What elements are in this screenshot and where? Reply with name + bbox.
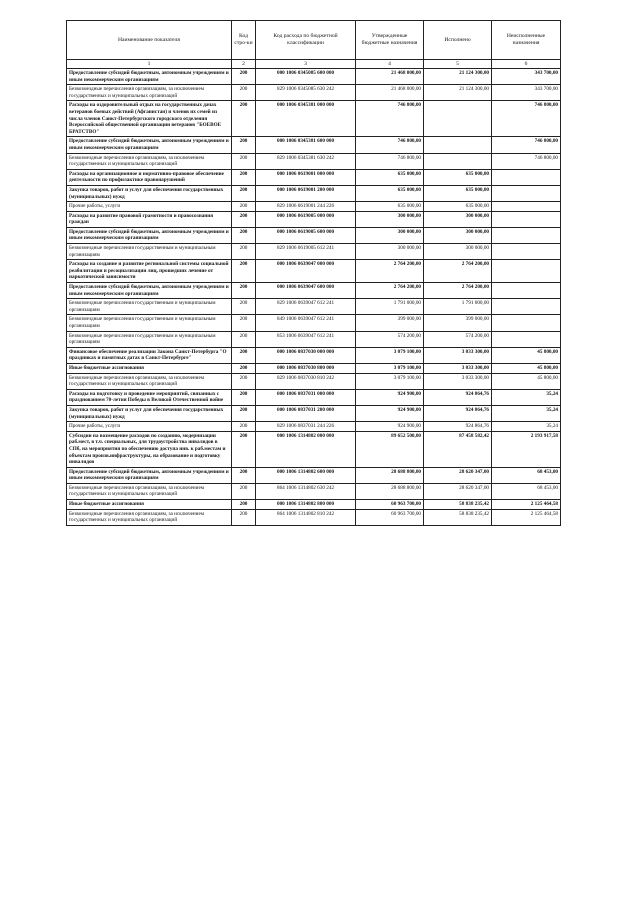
row-line-code-cell: 200 (232, 137, 256, 153)
row-approved-cell: 399 000,00 (356, 315, 424, 331)
row-budget-code-cell: 829 1006 0639047 612 241 (256, 299, 356, 315)
budget-table (66, 20, 561, 526)
row-executed-cell: 635 000,00 (424, 185, 492, 201)
row-unexecuted-cell (492, 169, 561, 185)
table-row (67, 405, 561, 421)
row-approved-cell: 635 000,00 (356, 185, 424, 201)
row-line-code-cell: 200 (232, 211, 256, 227)
row-line-code-cell: 200 (232, 422, 256, 432)
col-header-line-code: Код стро-ки (232, 21, 256, 60)
row-approved-cell: 924 900,00 (356, 389, 424, 405)
row-line-code-cell: 200 (232, 363, 256, 373)
table-row (67, 211, 561, 227)
row-executed-cell: 300 000,00 (424, 211, 492, 227)
col-number: 1 (67, 60, 232, 69)
row-line-code-cell: 200 (232, 373, 256, 389)
row-line-code-cell: 200 (232, 347, 256, 363)
row-name-cell: Закупка товаров, работ и услуг для обеспечения государственных (муниципальных) нужд (67, 185, 232, 201)
table-row (67, 500, 561, 510)
row-budget-code-cell: 000 1006 0837031 200 000 (256, 405, 356, 421)
row-unexecuted-cell (492, 283, 561, 299)
row-unexecuted-cell: 35,24 (492, 389, 561, 405)
row-budget-code-cell: 000 1006 0619001 200 000 (256, 185, 356, 201)
row-executed-cell: 574 200,00 (424, 331, 492, 347)
row-budget-code-cell: 829 1006 0345381 630 242 (256, 153, 356, 169)
row-approved-cell: 1 791 000,00 (356, 299, 424, 315)
row-executed-cell: 3 033 300,00 (424, 347, 492, 363)
row-budget-code-cell: 000 1006 0345381 600 000 (256, 137, 356, 153)
row-executed-cell: 21 124 300,00 (424, 69, 492, 85)
row-executed-cell: 3 033 300,00 (424, 363, 492, 373)
row-name-cell: Предоставление субсидий бюджетным, автономным учреждениям и иным некоммерческим организациям (67, 227, 232, 243)
row-line-code-cell: 200 (232, 69, 256, 85)
row-executed-cell: 635 000,00 (424, 202, 492, 212)
row-name-cell: Прочие работы, услуги (67, 202, 232, 212)
row-unexecuted-cell (492, 315, 561, 331)
row-approved-cell: 746 800,00 (356, 137, 424, 153)
row-approved-cell: 746 800,00 (356, 101, 424, 137)
row-name-cell: Безвозмездные перечисления государственным и муниципальным организациям (67, 331, 232, 347)
row-name-cell: Закупка товаров, работ и услуг для обеспечения государственных (муниципальных) нужд (67, 405, 232, 421)
table-row (67, 101, 561, 137)
row-budget-code-cell: 000 1006 1314802 800 000 (256, 500, 356, 510)
row-approved-cell: 28 688 800,00 (356, 467, 424, 483)
row-line-code-cell: 200 (232, 405, 256, 421)
row-name-cell: Предоставление субсидий бюджетным, автономным учреждениям и иным некоммерческим организациям (67, 283, 232, 299)
table-body (67, 69, 561, 526)
col-header-name: Наименование показателя (67, 21, 232, 60)
row-budget-code-cell: 000 1006 0837031 000 000 (256, 389, 356, 405)
col-header-unexecuted: Неисполненные назначения (492, 21, 561, 60)
row-budget-code-cell: 000 1006 0345085 600 000 (256, 69, 356, 85)
row-budget-code-cell: 000 1006 0619005 600 000 (256, 227, 356, 243)
row-unexecuted-cell (492, 202, 561, 212)
row-unexecuted-cell: 68 453,00 (492, 467, 561, 483)
col-header-budget-code: Код расхода по бюджетной классификации (256, 21, 356, 60)
row-name-cell: Безвозмездные перечисления организациям, за исключением государственных и муниципальных организаций (67, 85, 232, 101)
row-budget-code-cell: 000 1006 0639047 000 000 (256, 260, 356, 283)
row-executed-cell: 87 458 582,42 (424, 431, 492, 467)
row-approved-cell: 2 764 200,00 (356, 283, 424, 299)
row-line-code-cell: 200 (232, 509, 256, 525)
row-budget-code-cell: 864 1006 1314802 810 242 (256, 509, 356, 525)
row-unexecuted-cell: 2 193 917,58 (492, 431, 561, 467)
row-line-code-cell: 200 (232, 169, 256, 185)
row-line-code-cell: 200 (232, 299, 256, 315)
row-budget-code-cell: 000 1006 1314802 600 000 (256, 467, 356, 483)
row-line-code-cell: 200 (232, 227, 256, 243)
row-name-cell: Безвозмездные перечисления организациям, за исключением государственных и муниципальных организаций (67, 373, 232, 389)
row-executed-cell: 924 864,76 (424, 422, 492, 432)
row-line-code-cell: 200 (232, 185, 256, 201)
table-row (67, 389, 561, 405)
table-row (67, 185, 561, 201)
row-name-cell: Безвозмездные перечисления государственным и муниципальным организациям (67, 315, 232, 331)
table-row (67, 244, 561, 260)
row-name-cell: Расходы на развитие правовой грамотности и правосознания граждан (67, 211, 232, 227)
row-name-cell: Субсидии на возмещение расходов по созданию, модернизации раб.мест, в т.ч. специальных, для трудоустройства инвалидов в СПб, на мероприятия по обеспечению доступа инв. к раб.местам и объектам произв.инфраструктуры, на образование и подготовку инвалидов (67, 431, 232, 467)
row-unexecuted-cell: 746 800,00 (492, 101, 561, 137)
col-number: 2 (232, 60, 256, 69)
row-unexecuted-cell (492, 244, 561, 260)
row-approved-cell: 300 000,00 (356, 227, 424, 243)
row-approved-cell: 2 764 200,00 (356, 260, 424, 283)
row-executed-cell: 1 791 000,00 (424, 299, 492, 315)
column-number-row (67, 60, 561, 69)
row-budget-code-cell: 853 1006 0639047 612 241 (256, 331, 356, 347)
row-executed-cell: 635 000,00 (424, 169, 492, 185)
col-header-approved: Утвержденные бюджетные назначения (356, 21, 424, 60)
row-executed-cell: 2 764 200,00 (424, 283, 492, 299)
row-executed-cell: 28 620 347,00 (424, 467, 492, 483)
row-unexecuted-cell: 343 700,00 (492, 69, 561, 85)
row-name-cell: Безвозмездные перечисления организациям, за исключением государственных и муниципальных организаций (67, 509, 232, 525)
row-executed-cell: 399 000,00 (424, 315, 492, 331)
row-unexecuted-cell (492, 331, 561, 347)
row-approved-cell: 89 652 500,00 (356, 431, 424, 467)
row-line-code-cell: 200 (232, 467, 256, 483)
row-budget-code-cell: 864 1006 1314802 630 242 (256, 483, 356, 499)
table-row (67, 283, 561, 299)
row-name-cell: Иные бюджетные ассигнования (67, 363, 232, 373)
row-name-cell: Предоставление субсидий бюджетным, автономным учреждениям и иным некоммерческим организациям (67, 69, 232, 85)
row-line-code-cell: 200 (232, 331, 256, 347)
row-budget-code-cell: 829 1006 0619001 244 226 (256, 202, 356, 212)
row-unexecuted-cell (492, 299, 561, 315)
row-unexecuted-cell: 45 800,00 (492, 363, 561, 373)
row-name-cell: Предоставление субсидий бюджетным, автономным учреждениям и иным некоммерческим организациям (67, 137, 232, 153)
row-approved-cell: 635 000,00 (356, 202, 424, 212)
table-row (67, 373, 561, 389)
row-line-code-cell: 200 (232, 283, 256, 299)
col-number: 5 (424, 60, 492, 69)
report-page (66, 20, 560, 526)
row-line-code-cell: 200 (232, 202, 256, 212)
table-row (67, 137, 561, 153)
row-unexecuted-cell: 746 800,00 (492, 153, 561, 169)
row-approved-cell: 924 900,00 (356, 422, 424, 432)
table-row (67, 331, 561, 347)
row-executed-cell: 58 838 235,42 (424, 500, 492, 510)
table-row (67, 169, 561, 185)
table-row (67, 260, 561, 283)
row-executed-cell (424, 101, 492, 137)
row-name-cell: Финансовое обеспечение реализации Закона Санкт-Петербурга "О праздниках и памятных датах в Санкт-Петербурге" (67, 347, 232, 363)
row-unexecuted-cell (492, 185, 561, 201)
col-number: 6 (492, 60, 561, 69)
row-unexecuted-cell (492, 227, 561, 243)
table-row (67, 227, 561, 243)
row-line-code-cell: 200 (232, 101, 256, 137)
row-budget-code-cell: 000 1006 0639047 600 000 (256, 283, 356, 299)
row-unexecuted-cell: 68 453,00 (492, 483, 561, 499)
row-unexecuted-cell: 45 800,00 (492, 373, 561, 389)
table-row (67, 422, 561, 432)
row-approved-cell: 3 079 100,00 (356, 363, 424, 373)
row-approved-cell: 574 200,00 (356, 331, 424, 347)
row-budget-code-cell: 829 1006 0837030 810 242 (256, 373, 356, 389)
row-budget-code-cell: 000 1006 0837030 000 000 (256, 347, 356, 363)
row-budget-code-cell: 000 1006 0345381 000 000 (256, 101, 356, 137)
row-unexecuted-cell: 2 125 464,58 (492, 509, 561, 525)
row-budget-code-cell: 829 1006 0619005 612 241 (256, 244, 356, 260)
row-executed-cell: 924 864,76 (424, 389, 492, 405)
row-approved-cell: 21 468 000,00 (356, 85, 424, 101)
row-name-cell: Безвозмездные перечисления государственным и муниципальным организациям (67, 244, 232, 260)
table-row (67, 299, 561, 315)
table-row (67, 347, 561, 363)
row-executed-cell: 3 033 300,00 (424, 373, 492, 389)
row-approved-cell: 3 079 100,00 (356, 347, 424, 363)
row-approved-cell: 746 800,00 (356, 153, 424, 169)
table-row (67, 363, 561, 373)
table-row (67, 509, 561, 525)
row-approved-cell: 60 963 700,00 (356, 509, 424, 525)
row-name-cell: Расходы на оздоровительный отдых на государственных дачах ветеранов боевых действий (Афганистан) и членов их семей из числа членов Санкт-Петербургского городского отделения Всероссийской общественной организации ветеранов "БОЕВОЕ БРАТСТВО" (67, 101, 232, 137)
row-unexecuted-cell: 343 700,00 (492, 85, 561, 101)
row-budget-code-cell: 000 1006 1314802 000 000 (256, 431, 356, 467)
row-budget-code-cell: 000 1006 0837030 800 000 (256, 363, 356, 373)
row-line-code-cell: 200 (232, 260, 256, 283)
row-name-cell: Безвозмездные перечисления организациям, за исключением государственных и муниципальных организаций (67, 153, 232, 169)
row-line-code-cell: 200 (232, 500, 256, 510)
row-approved-cell: 28 688 800,00 (356, 483, 424, 499)
row-approved-cell: 3 079 100,00 (356, 373, 424, 389)
row-line-code-cell: 200 (232, 483, 256, 499)
row-executed-cell: 300 000,00 (424, 227, 492, 243)
row-name-cell: Расходы на организационное и нормативно-правовое обеспечение деятельности по профилактике правонарушений (67, 169, 232, 185)
row-line-code-cell: 200 (232, 431, 256, 467)
row-executed-cell (424, 153, 492, 169)
row-name-cell: Расходы на подготовку и проведение мероприятий, связанных с празднованием 70-летия Победы в Великой Отечественной войне (67, 389, 232, 405)
row-budget-code-cell: 829 1006 0837031 244 226 (256, 422, 356, 432)
row-executed-cell: 58 838 235,42 (424, 509, 492, 525)
row-approved-cell: 300 000,00 (356, 211, 424, 227)
row-unexecuted-cell: 35,24 (492, 422, 561, 432)
row-executed-cell: 924 864,76 (424, 405, 492, 421)
row-approved-cell: 300 000,00 (356, 244, 424, 260)
table-row (67, 202, 561, 212)
row-unexecuted-cell (492, 211, 561, 227)
row-unexecuted-cell (492, 260, 561, 283)
row-approved-cell: 21 468 000,00 (356, 69, 424, 85)
row-line-code-cell: 200 (232, 389, 256, 405)
table-row (67, 467, 561, 483)
row-approved-cell: 924 900,00 (356, 405, 424, 421)
table-row (67, 315, 561, 331)
row-unexecuted-cell: 45 800,00 (492, 347, 561, 363)
col-header-executed: Исполнено (424, 21, 492, 60)
row-budget-code-cell: 849 1006 0639047 612 241 (256, 315, 356, 331)
row-budget-code-cell: 829 1006 0345085 630 242 (256, 85, 356, 101)
row-line-code-cell: 200 (232, 153, 256, 169)
row-executed-cell: 21 124 300,00 (424, 85, 492, 101)
row-name-cell: Иные бюджетные ассигнования (67, 500, 232, 510)
col-number: 3 (256, 60, 356, 69)
row-approved-cell: 635 000,00 (356, 169, 424, 185)
row-name-cell: Прочие работы, услуги (67, 422, 232, 432)
table-row (67, 85, 561, 101)
row-budget-code-cell: 000 1006 0619001 000 000 (256, 169, 356, 185)
row-line-code-cell: 200 (232, 244, 256, 260)
row-unexecuted-cell: 35,24 (492, 405, 561, 421)
row-line-code-cell: 200 (232, 315, 256, 331)
row-approved-cell: 60 963 700,00 (356, 500, 424, 510)
row-line-code-cell: 200 (232, 85, 256, 101)
row-budget-code-cell: 000 1006 0619005 000 000 (256, 211, 356, 227)
row-executed-cell: 28 620 347,00 (424, 483, 492, 499)
row-executed-cell (424, 137, 492, 153)
table-header-row (67, 21, 561, 60)
row-name-cell: Безвозмездные перечисления организациям, за исключением государственных и муниципальных организаций (67, 483, 232, 499)
row-name-cell: Безвозмездные перечисления государственным и муниципальным организациям (67, 299, 232, 315)
table-row (67, 69, 561, 85)
row-name-cell: Расходы на создание и развитие региональной системы социальной реабилитации и ресоциализации лиц, прошедших лечение от наркотической зависимости (67, 260, 232, 283)
col-number: 4 (356, 60, 424, 69)
row-unexecuted-cell: 2 125 464,58 (492, 500, 561, 510)
table-row (67, 483, 561, 499)
row-unexecuted-cell: 746 800,00 (492, 137, 561, 153)
table-row (67, 153, 561, 169)
row-name-cell: Предоставление субсидий бюджетным, автономным учреждениям и иным некоммерческим организациям (67, 467, 232, 483)
row-executed-cell: 300 000,00 (424, 244, 492, 260)
row-executed-cell: 2 764 200,00 (424, 260, 492, 283)
table-row (67, 431, 561, 467)
